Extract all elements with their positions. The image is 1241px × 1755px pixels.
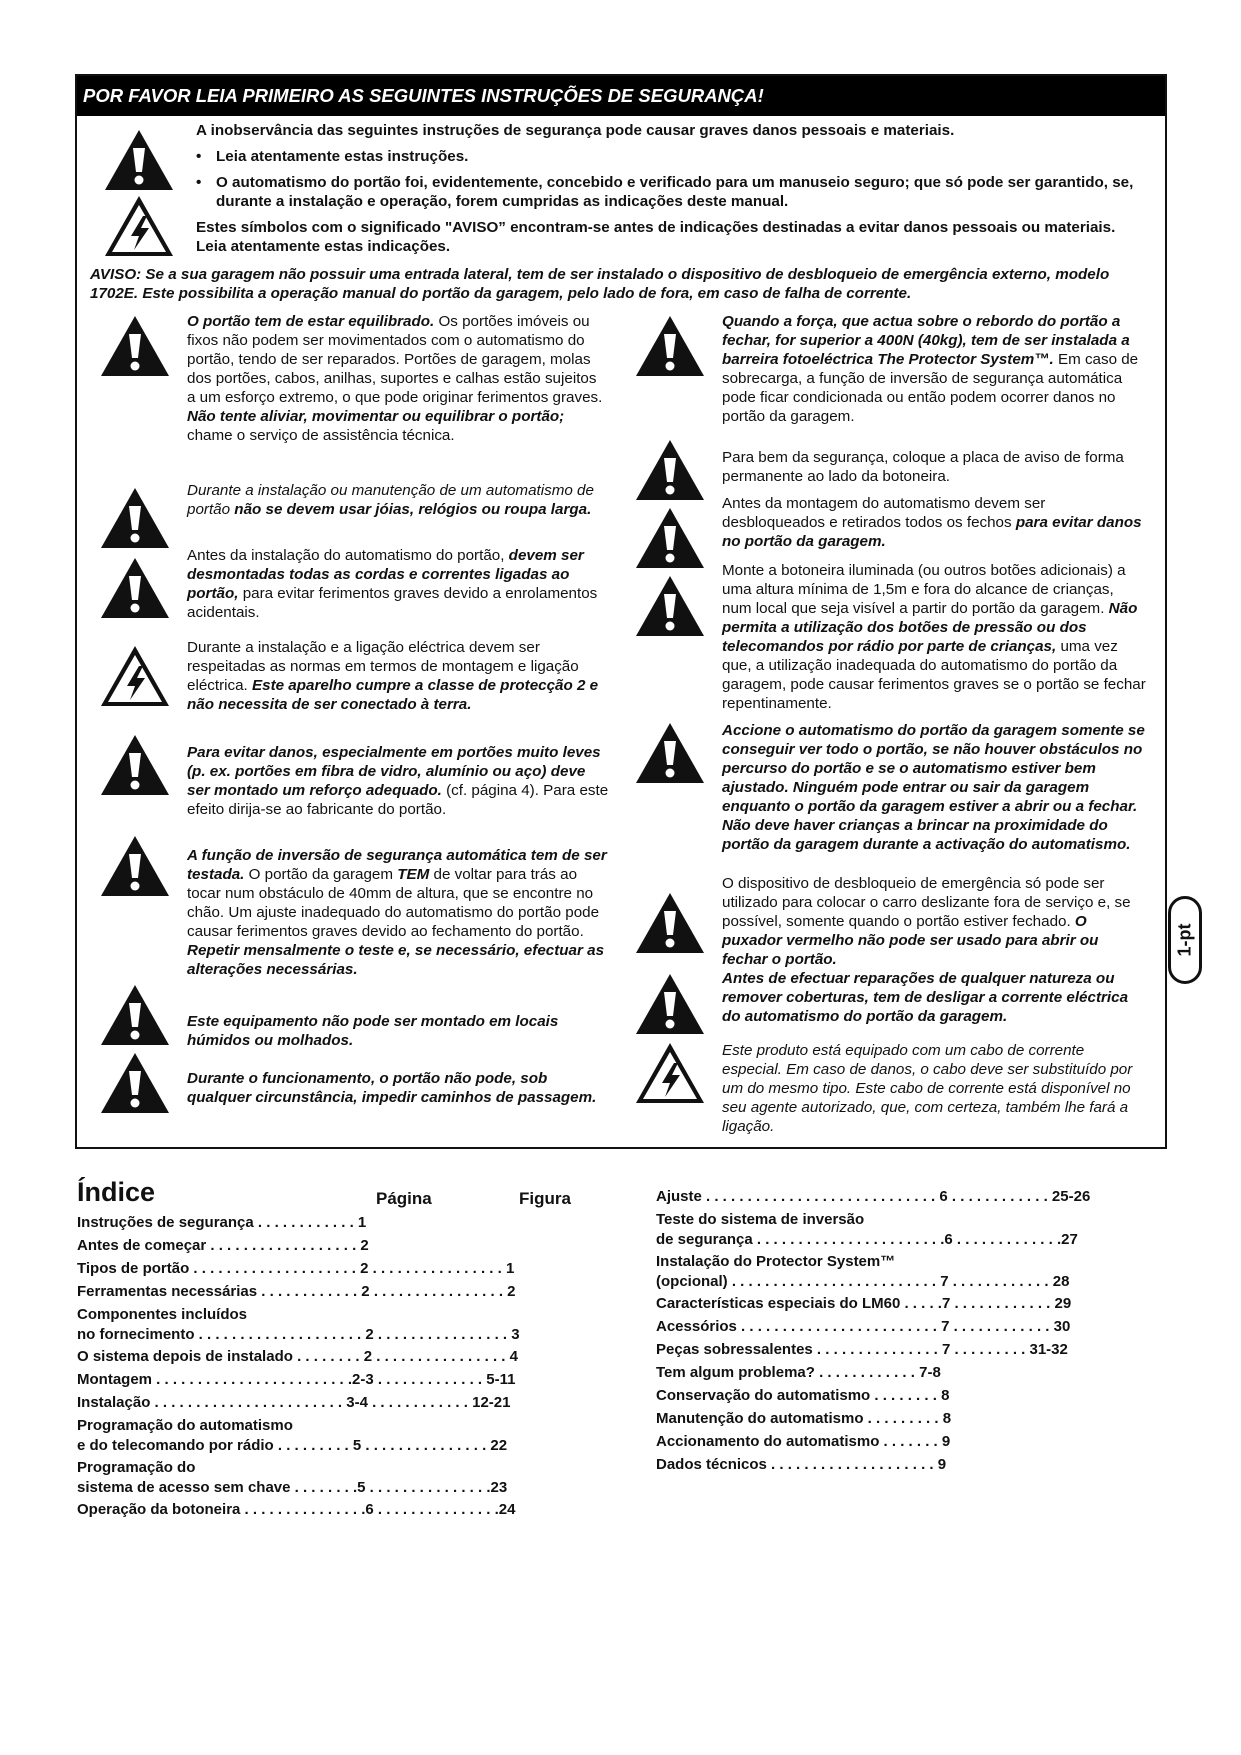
index-entry	[77, 1213, 597, 1236]
left-item-5	[187, 743, 609, 819]
text: Antes da instalação do automatismo do portão,	[187, 547, 509, 564]
index-entry	[656, 1432, 1166, 1455]
index-entry-line: no fornecimento . . . . . . . . . . . . . . . . . . . . 2 . . . . . . . . . . . . . . . . 3	[77, 1325, 520, 1343]
left-item-1	[187, 312, 609, 445]
text-bold: Repetir mensalmente o teste e, se necessário, efectuar as alterações necessárias.	[187, 942, 605, 978]
intro-bullet-1	[196, 147, 1146, 166]
text-bold: Não tente aliviar, movimentar ou equilibrar o portão;	[187, 408, 565, 425]
text-bold: Não permita a utilização dos botões de pressão ou dos telecomandos por rádio por parte de crianças,	[722, 600, 1138, 655]
text-bold: O puxador vermelho não pode ser usado para abrir ou fechar o portão.	[722, 913, 1099, 968]
right-item-8	[722, 1041, 1147, 1136]
text-bold: não se devem usar jóias, relógios ou roupa larga.	[234, 501, 592, 518]
index-entry-line: Conservação do automatismo . . . . . . . . 8	[656, 1387, 950, 1404]
index-entry-line: Antes de começar . . . . . . . . . . . . . . . . . . 2	[77, 1237, 369, 1254]
index-entry-line: e do telecomando por rádio . . . . . . . . . 5 . . . . . . . . . . . . . . . 22	[77, 1436, 508, 1454]
warning-icon	[103, 128, 175, 192]
text-bold: para evitar danos no portão da garagem.	[722, 514, 1142, 550]
text: Monte a botoneira iluminada (ou outros botões adicionais) a uma altura mínima de 1,5m e fora do alcance de crianças, num local que seja visível a partir do portão da garagem.	[722, 562, 1126, 617]
text: de voltar para trás ao tocar num obstáculo de 40mm de altura, que se encontre no chão. Um ajuste inadequado do automatismo do portão pode causar ferimentos graves devido ao fechamento do portão.	[187, 866, 600, 940]
index-entry-line: Instalação . . . . . . . . . . . . . . . . . . . . . . . 3-4 . . . . . . . . . . . . 12-21	[77, 1394, 511, 1411]
index-entry-line: Características especiais do LM60 . . . . .7 . . . . . . . . . . . . 29	[656, 1295, 1072, 1312]
right-item-7	[722, 969, 1147, 1026]
text-bold: Este aparelho cumpre a classe de protecção 2 e não necessita de ser conectado à terra.	[187, 677, 599, 713]
warning-icon	[634, 574, 706, 638]
electric-warning-icon	[103, 194, 175, 258]
index-entry-line: de segurança . . . . . . . . . . . . . . . . . . . . . . .6 . . . . . . . . . . . . .27	[656, 1230, 1078, 1248]
warning-icon	[99, 1051, 171, 1115]
bullet-text: Leia atentamente estas instruções.	[216, 148, 469, 165]
index-entry	[77, 1236, 597, 1259]
index-entry	[77, 1458, 597, 1500]
index-entry-line: Montagem . . . . . . . . . . . . . . . . . . . . . . . .2-3 . . . . . . . . . . . . . 5-11	[77, 1371, 516, 1388]
index-entry-line: (opcional) . . . . . . . . . . . . . . . . . . . . . . . . . 7 . . . . . . . . . . . . 28	[656, 1272, 1070, 1290]
index-entry	[656, 1340, 1166, 1363]
index-entry	[77, 1416, 597, 1458]
index-entry	[656, 1210, 1166, 1252]
text-italic: Este produto está equipado com um cabo de corrente especial. Em caso de danos, o cabo deve ser substituído por um do mesmo tipo. Este cabo de corrente está disponível no seu agente autorizado, que, com certeza, também lhe fará a ligação.	[722, 1042, 1133, 1135]
index-title: Índice	[77, 1177, 156, 1207]
safety-frame	[75, 74, 1167, 1149]
index-entry-line: Acessórios . . . . . . . . . . . . . . . . . . . . . . . . 7 . . . . . . . . . . . . 30	[656, 1318, 1071, 1335]
warning-icon	[634, 721, 706, 785]
index-entry-line: Accionamento do automatismo . . . . . . . 9	[656, 1433, 951, 1450]
text-bold: Antes de efectuar reparações de qualquer natureza ou remover coberturas, tem de desligar a corrente eléctrica do automatismo do portão da garagem.	[722, 970, 1129, 1025]
warning-icon	[634, 506, 706, 570]
left-item-8	[187, 1069, 609, 1107]
index-entry-line: Tipos de portão . . . . . . . . . . . . . . . . . . . . 2 . . . . . . . . . . . . . . . . 1	[77, 1260, 515, 1277]
text: chame o serviço de assistência técnica.	[187, 427, 455, 444]
text: para evitar ferimentos graves devido a enrolamentos acidentais.	[187, 585, 598, 621]
index-entry	[656, 1317, 1166, 1340]
index-entry-line: Programação do automatismo	[77, 1417, 293, 1434]
safety-header: POR FAVOR LEIA PRIMEIRO AS SEGUINTES INSTRUÇÕES DE SEGURANÇA!	[77, 76, 1165, 116]
intro-bullet-2	[196, 173, 1146, 211]
bullet-dot: •	[196, 148, 202, 165]
intro-block	[196, 121, 1146, 263]
text: Em caso de sobrecarga, a função de inversão de segurança automática pode ficar condicionada ou então podem ocorrer danos no portão da garagem.	[722, 351, 1139, 425]
left-item-2	[187, 481, 609, 519]
warning-icon	[99, 834, 171, 898]
index-entry-line: O sistema depois de instalado . . . . . . . . 2 . . . . . . . . . . . . . . . . 4	[77, 1348, 518, 1365]
warning-icon	[634, 314, 706, 378]
index-entry-line: Dados técnicos . . . . . . . . . . . . . . . . . . . . 9	[656, 1456, 947, 1473]
index-entry-line: Instruções de segurança . . . . . . . . . . . . 1	[77, 1214, 367, 1231]
text: Para bem da segurança, coloque a placa de aviso de forma permanente ao lado da botoneira.	[722, 449, 1124, 485]
right-item-2	[722, 448, 1147, 486]
index-right-list	[656, 1187, 1166, 1478]
index-entry	[77, 1259, 597, 1282]
index-entry-line: Peças sobressalentes . . . . . . . . . . . . . . . 7 . . . . . . . . . 31-32	[656, 1341, 1068, 1358]
index-entry	[77, 1347, 597, 1370]
index-entry	[77, 1282, 597, 1305]
warning-icon	[634, 891, 706, 955]
text-bold: Accione o automatismo do portão da garagem somente se conseguir ver todo o portão, se não houver obstáculos no percurso do portão e se o automatismo estiver bem ajustado. Ninguém pode entrar ou sair da garagem enquanto o portão da garagem estiver a abrir ou a fechar. Não deve haver crianças a brincar na proximidade do portão da garagem durante a activação do automatismo.	[722, 722, 1145, 853]
index-entry	[656, 1252, 1166, 1294]
warning-icon	[99, 556, 171, 620]
index-entry	[656, 1363, 1166, 1386]
right-item-4	[722, 561, 1147, 713]
index-entry	[656, 1386, 1166, 1409]
text-italic: Durante a instalação ou manutenção de um automatismo de portão	[187, 482, 594, 518]
bullet-dot: •	[196, 174, 202, 191]
text-bold: A função de inversão de segurança automática tem de ser testada.	[187, 847, 607, 883]
index-col-figure: Figura	[519, 1189, 571, 1208]
index-entry	[77, 1305, 597, 1347]
text: O dispositivo de desbloqueio de emergência só pode ser utilizado para colocar o carro deslizante fora de serviço e, se possível, somente quando o portão estiver fechado.	[722, 875, 1131, 930]
bullet-text: O automatismo do portão foi, evidentemente, concebido e verificado para um manuseio seguro; que só pode ser garantido, se, durante a instalação e operação, forem cumpridas as indicações deste manual.	[216, 174, 1134, 210]
left-item-3	[187, 546, 609, 622]
index-entry-line: Componentes incluídos	[77, 1306, 248, 1323]
right-item-3	[722, 494, 1147, 551]
left-item-6	[187, 846, 609, 979]
index-entry	[77, 1370, 597, 1393]
text: Antes da montagem do automatismo devem ser desbloqueados e retirados todos os fechos	[722, 495, 1046, 531]
text: O portão da garagem	[244, 866, 398, 883]
index-left-list	[77, 1213, 597, 1523]
page-tab	[1168, 896, 1202, 984]
page-tab-label: 1-pt	[1174, 923, 1195, 957]
text: Os portões imóveis ou fixos não podem ser movimentados com o automatismo do portão, tendo de ser reparados. Portões de garagem, molas dos portões, cabos, anilhas, suportes e calhas estão sujeitos a um esforço extremo, o que pode originar ferimentos graves.	[187, 313, 603, 406]
right-item-6	[722, 874, 1147, 969]
text-bold: Para evitar danos, especialmente em portões muito leves (p. ex. portões em fibra de vidro, alumínio ou aço) deve ser montado um reforço adequado.	[187, 744, 601, 799]
warning-icon	[99, 314, 171, 378]
index-entry-line: Programação do	[77, 1459, 196, 1476]
electric-warning-icon	[634, 1041, 706, 1105]
index-entry	[77, 1500, 597, 1523]
index-entry-line: Instalação do Protector System™	[656, 1253, 896, 1270]
index-entry-line: Ajuste . . . . . . . . . . . . . . . . . . . . . . . . . . . . 6 . . . . . . . . . . . . 25-26	[656, 1188, 1091, 1205]
electric-warning-icon	[99, 644, 171, 708]
text-bold: O portão tem de estar equilibrado.	[187, 313, 435, 330]
warning-icon	[99, 733, 171, 797]
text-bold: devem ser desmontadas todas as cordas e correntes ligadas ao portão,	[187, 547, 584, 602]
right-item-1	[722, 312, 1147, 426]
warning-icon	[634, 438, 706, 502]
text-bold: Quando a força, que actua sobre o rebordo do portão a fechar, for superior a 400N (40kg), tem de ser instalada a barreira fotoeléctrica The Protector System™.	[722, 313, 1130, 368]
text-bold: Durante o funcionamento, o portão não pode, sob qualquer circunstância, impedir caminhos de passagem.	[187, 1070, 597, 1106]
warning-icon	[99, 983, 171, 1047]
index-entry	[656, 1455, 1166, 1478]
text-bold: Este equipamento não pode ser montado em locais húmidos ou molhados.	[187, 1013, 559, 1049]
text-bold: TEM	[397, 866, 430, 883]
index-entry	[656, 1409, 1166, 1432]
text: Durante a instalação e a ligação eléctrica devem ser respeitadas as normas em termos de montagem e ligação eléctrica.	[187, 639, 579, 694]
index-entry	[77, 1393, 597, 1416]
index-entry-line: Teste do sistema de inversão	[656, 1211, 865, 1228]
intro-symbols: Estes símbolos com o significado "AVISO” encontram-se antes de indicações destinadas a evitar danos pessoais ou materiais. Leia atentamente estas indicações.	[196, 219, 1116, 255]
warning-icon	[99, 486, 171, 550]
index-entry-line: Tem algum problema? . . . . . . . . . . . . 7-8	[656, 1364, 941, 1381]
warning-icon	[634, 972, 706, 1036]
right-item-5	[722, 721, 1147, 854]
index-entry-line: Ferramentas necessárias . . . . . . . . . . . . 2 . . . . . . . . . . . . . . . . 2	[77, 1283, 516, 1300]
intro-line: A inobservância das seguintes instruções de segurança pode causar graves danos pessoais e materiais.	[196, 122, 955, 139]
index-col-page: Página	[376, 1189, 432, 1208]
aviso-note: AVISO: Se a sua garagem não possuir uma entrada lateral, tem de ser instalado o dispositivo de desbloqueio de emergência externo, modelo 1702E. Este possibilita a operação manual do portão da garagem, pelo lado de fora, em caso de falha de corrente.	[90, 266, 1110, 302]
left-item-7	[187, 1012, 609, 1050]
index-entry	[656, 1294, 1166, 1317]
text: uma vez que, a utilização inadequada do automatismo do portão da garagem, pode causar ferimentos graves se o portão se fechar repentinamente.	[722, 638, 1146, 712]
index-entry-line: Operação da botoneira . . . . . . . . . . . . . . .6 . . . . . . . . . . . . . . .24	[77, 1501, 516, 1518]
left-item-4	[187, 638, 609, 714]
index-entry	[656, 1187, 1166, 1210]
text: (cf. página 4). Para este efeito dirija-se ao fabricante do portão.	[187, 782, 609, 818]
index-entry-line: Manutenção do automatismo . . . . . . . . . 8	[656, 1410, 952, 1427]
index-entry-line: sistema de acesso sem chave . . . . . . . .5 . . . . . . . . . . . . . . .23	[77, 1478, 508, 1496]
